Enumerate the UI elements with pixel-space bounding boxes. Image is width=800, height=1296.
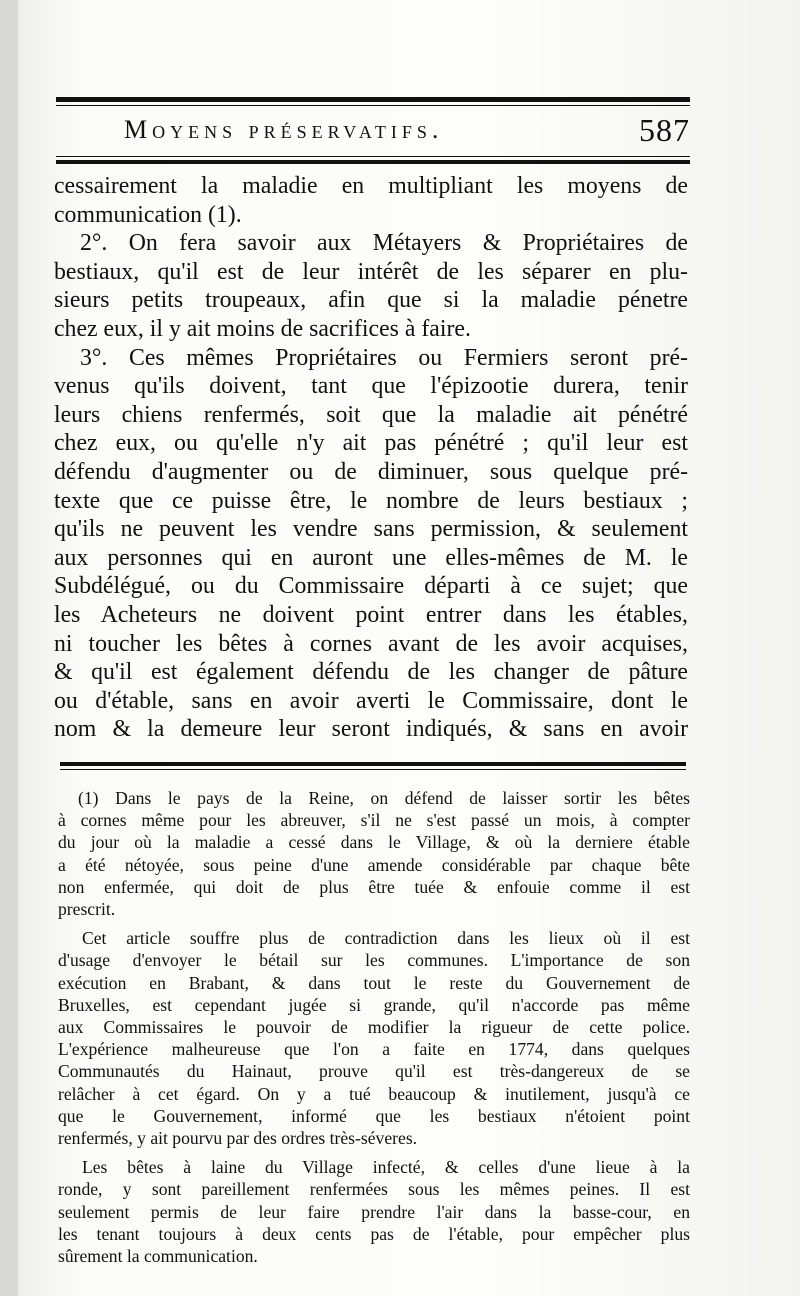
text-line: ni toucher les bêtes à cornes avant de les avoir acquises, (54, 630, 688, 657)
footnote-line: les tenant toujours à deux cents pas de l'étable, pour empêcher plus (58, 1223, 690, 1244)
footnote-line: d'usage d'envoyer le bétail sur les communes. L'importance de son (58, 950, 690, 971)
footnotes (58, 787, 690, 1267)
paragraph-gap (58, 1149, 690, 1156)
text-line: ou d'étable, sans en avoir averti le Commissaire, dont le (54, 687, 688, 714)
text-line: les Acheteurs ne doivent point entrer dans les étables, (54, 601, 688, 628)
page-number: 587 (639, 111, 690, 148)
footnote-line: prescrit. (58, 899, 116, 920)
footnote-rule-thin (60, 769, 686, 770)
text-line: texte que ce puisse être, le nombre de leurs bestiaux ; (54, 487, 688, 514)
footnote-line: exécution en Brabant, & dans tout le reste du Gouvernement de (58, 972, 690, 993)
footnote-line: à cornes même pour les abreuver, s'il ne s'est passé un mois, à compter (58, 810, 690, 831)
footnote-line: que le Gouvernement, informé que les bestiaux n'étoient point (58, 1105, 690, 1126)
footnote-line: Communautés du Hainaut, prouve qu'il est très-dangereux de se (58, 1061, 690, 1082)
header-rule-thick (56, 160, 690, 164)
footnote-line: renfermés, y ait pourvu par des ordres très-séveres. (58, 1128, 418, 1149)
footnote-line: sûrement la communication. (58, 1246, 258, 1267)
paragraph-gap (58, 920, 690, 927)
footnote-line: Les bêtes à laine du Village infecté, & celles d'une lieue à la (82, 1157, 690, 1178)
text-line: sieurs petits troupeaux, afin que si la maladie pénetre (54, 287, 688, 314)
text-line: qu'ils ne peuvent les vendre sans permission, & seulement (54, 516, 688, 543)
text-line: aux personnes qui en auront une elles-mêmes de M. le (54, 544, 688, 571)
text-line: Subdélégué, ou du Commissaire départi à ce sujet; que (54, 573, 688, 600)
footnote-line: du jour où la maladie a cessé dans le Village, & où la derniere étable (58, 832, 690, 853)
text-line: 3°. Ces mêmes Propriétaires ou Fermiers seront pré- (80, 344, 688, 371)
footnote-line: aux Commissaires le pouvoir de modifier la rigueur de cette police. (58, 1017, 690, 1038)
footnote-line: Bruxelles, est cependant jugée si grande, qu'il n'accorde pas même (58, 994, 690, 1015)
text-line: nom & la demeure leur seront indiqués, & sans en avoir (54, 716, 688, 743)
text-line: chez eux, il y ait moins de sacrifices à faire. (54, 315, 471, 342)
footnote-line: (1) Dans le pays de la Reine, on défend de laisser sortir les bêtes (78, 788, 690, 808)
top-double-rule-thick (56, 97, 690, 102)
top-double-rule-thin (56, 105, 690, 106)
footnote-line: non enfermée, qui doit de plus être tuée & enfouie comme il est (58, 876, 690, 897)
header-rule-thin (56, 156, 690, 157)
footnote-line: a été nétoyée, sous peine d'une amende considérable par chaque bête (58, 854, 690, 875)
footnote-line: ronde, y sont pareillement renfermées sous les mêmes peines. Il est (58, 1179, 690, 1200)
text-line: venus qu'ils doivent, tant que l'épizootie durera, tenir (54, 373, 688, 400)
footnote-line: Cet article souffre plus de contradiction dans les lieux où il est (82, 928, 690, 949)
text-line: 2°. On fera savoir aux Métayers & Propriétaires de (80, 230, 688, 257)
text-line: cessairement la maladie en multipliant les moyens de (54, 173, 688, 199)
footnote-line: L'expérience malheureuse que l'on a faite en 1774, dans quelques (58, 1039, 690, 1060)
main-text (54, 172, 688, 744)
footnote-line: seulement permis de leur faire prendre l'air dans la basse-cour, en (58, 1201, 690, 1222)
text-line: chez eux, ou qu'elle n'y ait pas pénétré ; qu'il leur est (54, 430, 688, 457)
text-line: leurs chiens renfermés, soit que la maladie ait pénétré (54, 401, 688, 428)
text-line: communication (1). (54, 201, 242, 228)
footnote-paragraph (58, 787, 690, 920)
footnote-paragraph (58, 927, 690, 1149)
text-line: bestiaux, qu'il est de leur intérêt de les séparer en plu- (54, 258, 688, 285)
running-header (124, 108, 690, 152)
text-line: & qu'il est également défendu de les changer de pâture (54, 659, 688, 686)
footnote-rule-thick (60, 762, 686, 766)
running-title: Moyens préservatifs. (124, 115, 444, 144)
footnote-line: relâcher à cet égard. On y a tué beaucoup & inutilement, jusqu'à ce (58, 1083, 690, 1104)
footnote-paragraph (58, 1156, 690, 1267)
text-line: défendu d'augmenter ou de diminuer, sous quelque pré- (54, 458, 688, 485)
